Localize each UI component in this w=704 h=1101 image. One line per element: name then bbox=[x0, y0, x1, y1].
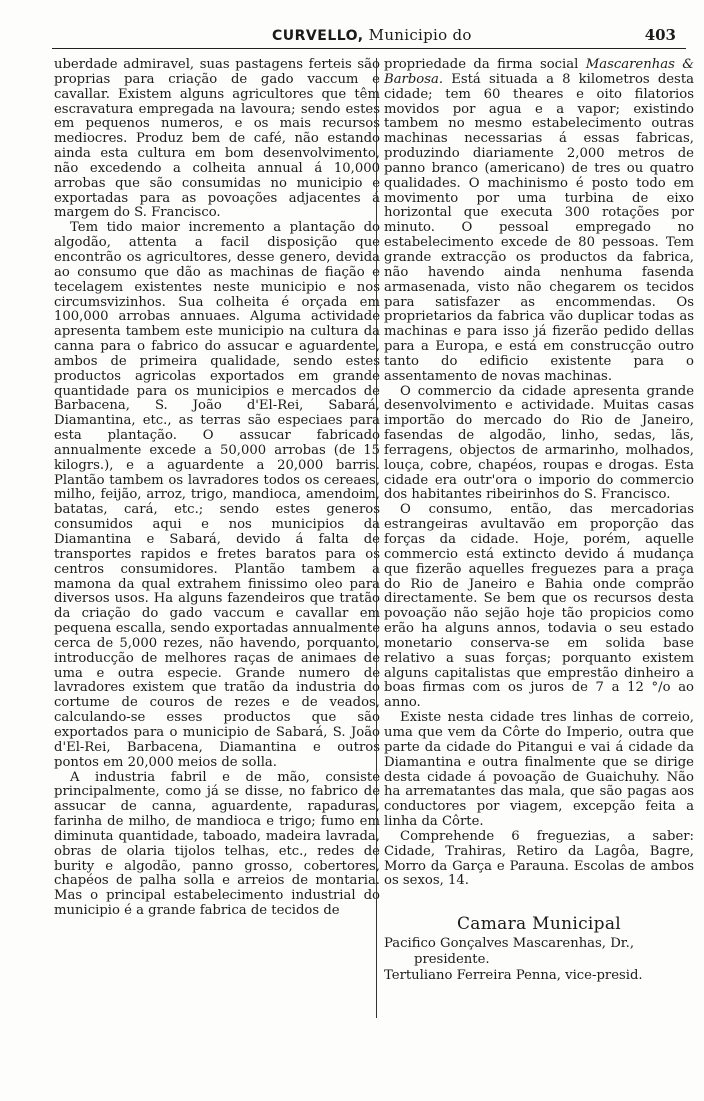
left-paragraph-3: A industria fabril e de mão, consiste principalmente, como já se disse, no fabrico de assucar de canna, aguardente, rapaduras, farinha de milho, de mandioca e trigo; fumo em diminuta quantidade, taboado, madeira lavrada, obras de olaria tijolos telhas, etc., redes de burity e algodão, panno grosso, cobertores, chapéos de palha solla e arreios de montaria. Mas o principal estabelecimento industrial do municipio é a grande fabrica de tecidos de bbox=[54, 769, 380, 919]
running-title-subtitle: Municipio do bbox=[368, 26, 472, 44]
section-title: Camara Municipal bbox=[456, 914, 622, 935]
officer-2: Tertuliano Ferreira Penna, vice-presid. bbox=[384, 968, 643, 984]
right-paragraph-3: O consumo, então, das mercadorias estrangeiras avultavão em proporção das forças da cidade. Hoje, porém, aquelle commercio está extincto devido á mudança que fizerão aquelles freguezes para a praça do Rio de Janeiro e Bahia onde comprão directamente. Se bem que os recursos desta povoação não sejão hoje tão propicios como erão ha alguns annos, todavia o seu estado monetario conserva-se em solida base relativo a suas forças; porquanto existem alguns capitalistas que emprestão dinheiro a boas firmas com os juros de 7 a 12 °/o ao anno. bbox=[384, 502, 694, 711]
right-paragraph-1-rest: Está situada a 8 kilometros desta cidade; tem 60 theares e oito filatorios movidos por agua e a vapor; existindo tambem no mesmo estabelecimento outras machinas necessarias á essas fabricas, produzindo diariamente 2,000 metros de panno branco (americano) de tres ou quatro qualidades. O machinismo é posto todo em movimento por uma turbina de eixo horizontal que executa 300 rotações por minuto. O pessoal empregado no estabelecimento excede de 80 pessoas. Tem grande extracção os productos da fabrica, não havendo ainda nenhuma fasenda armasenada, visto não chegarem os tecidos para satisfazer as encommendas. Os proprietarios da fabrica vão duplicar todas as machinas e para isso já fizerão pedido dellas para a Europa, e está em construcção outro tanto do edificio existente para o assentamento de novas machinas. bbox=[384, 71, 694, 384]
right-column bbox=[384, 58, 694, 984]
right-paragraph-1-start: propriedade da firma social bbox=[384, 57, 579, 72]
firm-name: Mascarenhas & Barbosa. bbox=[384, 57, 694, 87]
officer-1-role: presidente. bbox=[414, 952, 490, 968]
header-rule bbox=[52, 48, 686, 49]
running-title-town: CURVELLO, bbox=[272, 28, 364, 44]
right-paragraph-2: O commercio da cidade apresenta grande desenvolvimento e actividade. Muitas casas importão do mercado do Rio de Janeiro, fasendas de algodão, linho, sedas, lãs, ferragens, objectos de armarinho, molhados, louça, cobre, chapéos, roupas e drogas. Esta cidade era outr'ora o imporio do commercio dos habitantes ribeirinhos do S. Francisco. bbox=[384, 383, 694, 503]
page-number: 403 bbox=[644, 26, 676, 44]
column-divider bbox=[376, 58, 377, 1018]
officer-1 bbox=[384, 936, 694, 968]
left-column bbox=[54, 58, 380, 919]
left-paragraph-2: Tem tido maior incremento a plantação do algodão, attenta a facil disposição que encontrão os agricultores, desse genero, devida ao consumo que dão as machinas de fiação e tecelagem existentes neste municipio e nos circumsvizinhos. Sua colheita é orçada em 100,000 arrobas annuaes. Alguma actividade apresenta tambem este municipio na cultura da canna para o fabrico do assucar e aguardente, ambos de primeira qualidade, sendo estes productos agricolas exportados em grande quantidade para os municipios e mercados de Barbacena, S. João d'El-Rei, Sabará, Diamantina, etc., as terras são especiaes para esta plantação. O assucar fabricado annualmente excede a 50,000 arrobas (de 15 kilogrs.), e a aguardente a 20,000 barris. Plantão tambem os lavradores todos os cereaes, milho, feijão, arroz, trigo, mandioca, amendoim, batatas, cará, etc.; sendo estes generos consumidos aqui e nos municipios da Diamantina e Sabará, devido á falta de transportes rapidos e fretes baratos para os centros consumidores. Plantão tambem a mamona da qual extrahem finissimo oleo para diversos usos. Ha alguns fazendeiros que tratão da criação do gado vaccum e cavallar em pequena escalla, sendo exportadas annualmente cerca de 5,000 rezes, não havendo, porquanto, introducção de melhores raças de animaes de uma e outra especie. Grande numero de lavradores existem que tratão da industria do cortume de couros de rezes e de veados, calculando-se esses productos que são exportados para o municipio de Sabará, S. João d'El-Rei, Barbacena, Diamantina e outros pontos em 20,000 meios de solla. bbox=[54, 220, 380, 770]
officer-1-name: Pacifico Gonçalves Mascarenhas, Dr., bbox=[384, 936, 635, 952]
running-title bbox=[272, 26, 472, 44]
page-header bbox=[52, 22, 684, 48]
right-paragraph-5: Comprehende 6 freguezias, a saber: Cidade, Trahiras, Retiro da Lagôa, Bagre, Morro da Garça e Parauna. Escolas de ambos os sexos, 14. bbox=[384, 828, 694, 889]
right-paragraph-4: Existe nesta cidade tres linhas de correio, uma que vem da Côrte do Imperio, outra que parte da cidade do Pitangui e vai á cidade da Diamantina e outra finalmente que se dirige desta cidade á povoação de Guaichuhy. Não ha arrematantes das mala, que são pagas aos conductores por viagem, excepção feita a linha da Côrte. bbox=[384, 710, 694, 830]
left-paragraph-1: uberdade admiravel, suas pastagens ferteis são proprias para criação de gado vaccum e cavallar. Existem alguns agricultores que têm escravatura empregada na lavoura; sendo estes em pequenos numeros, e os mais recursos mediocres. Produz bem de café, não estando ainda esta cultura em bom desenvolvimento, não excedendo a colheita annual á 10,000 arrobas que são consumidas no municipio e exportadas para as povoações adjacentes á margem do S. Francisco. bbox=[54, 57, 380, 221]
right-paragraph-1 bbox=[384, 58, 694, 385]
